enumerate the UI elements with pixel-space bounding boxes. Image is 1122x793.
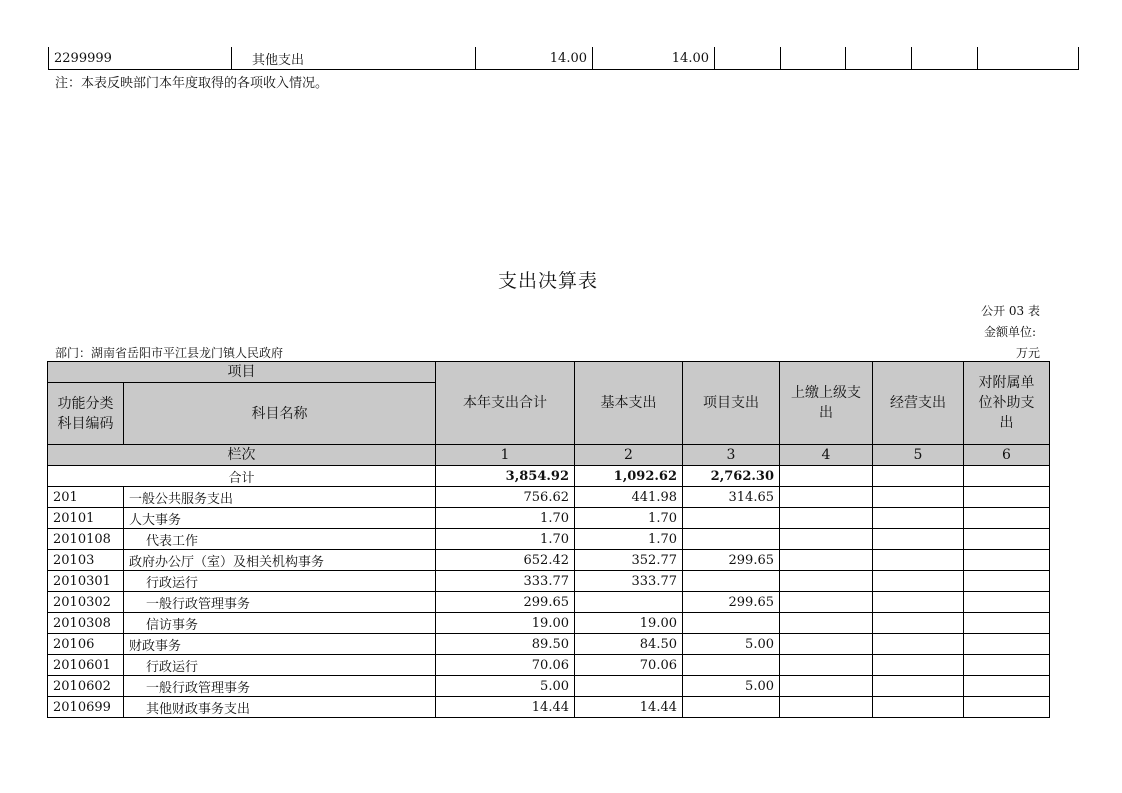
row-project: 314.65 [683,487,780,508]
row-basic: 1.70 [575,508,683,529]
row-basic: 333.77 [575,571,683,592]
previous-table [48,47,1079,70]
row-code: 20103 [48,550,124,571]
row-cell [873,592,964,613]
row-project [683,508,780,529]
row-total: 299.65 [436,592,575,613]
row-cell [912,47,978,70]
row-name: 信访事务 [124,613,436,634]
row-name: 行政运行 [124,655,436,676]
totals-basic: 1,092.62 [575,466,683,487]
row-cell [780,697,873,718]
unit-label: 金额单位: [983,325,1036,339]
row-total: 756.62 [436,487,575,508]
row-cell [873,508,964,529]
row-cell [780,508,873,529]
row-cell [780,550,873,571]
row-basic: 352.77 [575,550,683,571]
table-row [48,529,1050,550]
row-basic: 14.44 [575,697,683,718]
row-cell [964,655,1050,676]
row-cell [873,676,964,697]
row-code: 2010108 [48,529,124,550]
row-cell [780,529,873,550]
form-code: 公开 03 表 [981,304,1040,318]
row-cell [780,676,873,697]
row-cell [780,592,873,613]
row-total: 14.00 [476,47,593,70]
totals-cell [964,466,1050,487]
header-basic: 基本支出 [575,362,683,445]
row-cell [873,487,964,508]
row-cell [780,655,873,676]
row-basic [575,592,683,613]
row-project: 5.00 [683,634,780,655]
row-name: 行政运行 [124,571,436,592]
row-cell [964,529,1050,550]
row-code: 2010601 [48,655,124,676]
row-project [683,655,780,676]
row-code: 20101 [48,508,124,529]
row-basic: 14.00 [593,47,715,70]
header-rank: 栏次 [48,445,436,466]
totals-cell [873,466,964,487]
row-total: 1.70 [436,508,575,529]
row-cell [873,634,964,655]
table-row [48,571,1050,592]
row-project [683,613,780,634]
row-basic: 1.70 [575,529,683,550]
row-basic: 19.00 [575,613,683,634]
row-cell [873,571,964,592]
row-cell [780,613,873,634]
row-total: 333.77 [436,571,575,592]
rank-5: 5 [873,445,964,466]
header-project: 项目 [48,362,436,383]
table-row [49,47,1079,70]
rank-4: 4 [780,445,873,466]
rank-6: 6 [964,445,1050,466]
row-cell [780,571,873,592]
row-code: 2010699 [48,697,124,718]
row-cell [873,697,964,718]
row-total: 1.70 [436,529,575,550]
row-code: 2010602 [48,676,124,697]
table-note: 注：本表反映部门本年度取得的各项收入情况。 [55,76,329,91]
row-cell [964,676,1050,697]
row-cell [846,47,912,70]
row-code: 201 [48,487,124,508]
row-cell [964,487,1050,508]
row-name: 一般行政管理事务 [124,592,436,613]
totals-label: 合计 [48,466,436,487]
totals-total: 3,854.92 [436,466,575,487]
row-project [683,697,780,718]
row-cell [873,655,964,676]
row-cell [780,487,873,508]
row-code: 20106 [48,634,124,655]
row-total: 5.00 [436,676,575,697]
rank-2: 2 [575,445,683,466]
row-name: 代表工作 [124,529,436,550]
row-basic: 70.06 [575,655,683,676]
row-name: 政府办公厅（室）及相关机构事务 [124,550,436,571]
row-total: 14.44 [436,697,575,718]
unit-value: 万元 [1015,346,1040,360]
table-row [48,697,1050,718]
table-row [48,613,1050,634]
row-cell [715,47,781,70]
row-name: 其他财政事务支出 [124,697,436,718]
row-total: 652.42 [436,550,575,571]
row-cell [964,571,1050,592]
row-code: 2010302 [48,592,124,613]
header-business: 经营支出 [873,362,964,445]
row-basic: 441.98 [575,487,683,508]
row-total: 70.06 [436,655,575,676]
row-code: 2299999 [49,47,232,70]
row-cell [978,47,1079,70]
row-project [683,529,780,550]
row-basic: 84.50 [575,634,683,655]
row-name: 一般行政管理事务 [124,676,436,697]
header-project-exp: 项目支出 [683,362,780,445]
totals-cell [780,466,873,487]
row-project: 299.65 [683,592,780,613]
row-total: 89.50 [436,634,575,655]
header-subject-name: 科目名称 [124,383,436,445]
table-row [48,592,1050,613]
header-subsidy: 对附属单位补助支出 [964,362,1050,445]
table-row [48,655,1050,676]
table-row [48,508,1050,529]
row-name: 财政事务 [124,634,436,655]
row-cell [964,592,1050,613]
rank-1: 1 [436,445,575,466]
header-total: 本年支出合计 [436,362,575,445]
row-cell [964,508,1050,529]
header-upper: 上缴上级支出 [780,362,873,445]
page-title: 支出决算表 [497,270,598,292]
row-name: 一般公共服务支出 [124,487,436,508]
expenditure-table [47,361,1050,718]
table-body [48,487,1050,718]
row-project: 299.65 [683,550,780,571]
row-code: 2010301 [48,571,124,592]
row-cell [964,613,1050,634]
rank-3: 3 [683,445,780,466]
department: 部门：湖南省岳阳市平江县龙门镇人民政府 [55,346,284,360]
table-row [48,487,1050,508]
row-code: 2010308 [48,613,124,634]
table-row [48,676,1050,697]
row-project [683,571,780,592]
row-cell [873,529,964,550]
row-cell [873,550,964,571]
row-name: 其他支出 [232,47,476,70]
totals-row [48,466,1050,487]
table-row [48,634,1050,655]
row-cell [964,634,1050,655]
row-project: 5.00 [683,676,780,697]
row-cell [873,613,964,634]
row-name: 人大事务 [124,508,436,529]
table-row [48,550,1050,571]
row-cell [964,697,1050,718]
row-basic [575,676,683,697]
header-func-code: 功能分类科目编码 [48,383,124,445]
row-cell [780,634,873,655]
row-total: 19.00 [436,613,575,634]
row-cell [781,47,846,70]
row-cell [964,550,1050,571]
totals-project: 2,762.30 [683,466,780,487]
